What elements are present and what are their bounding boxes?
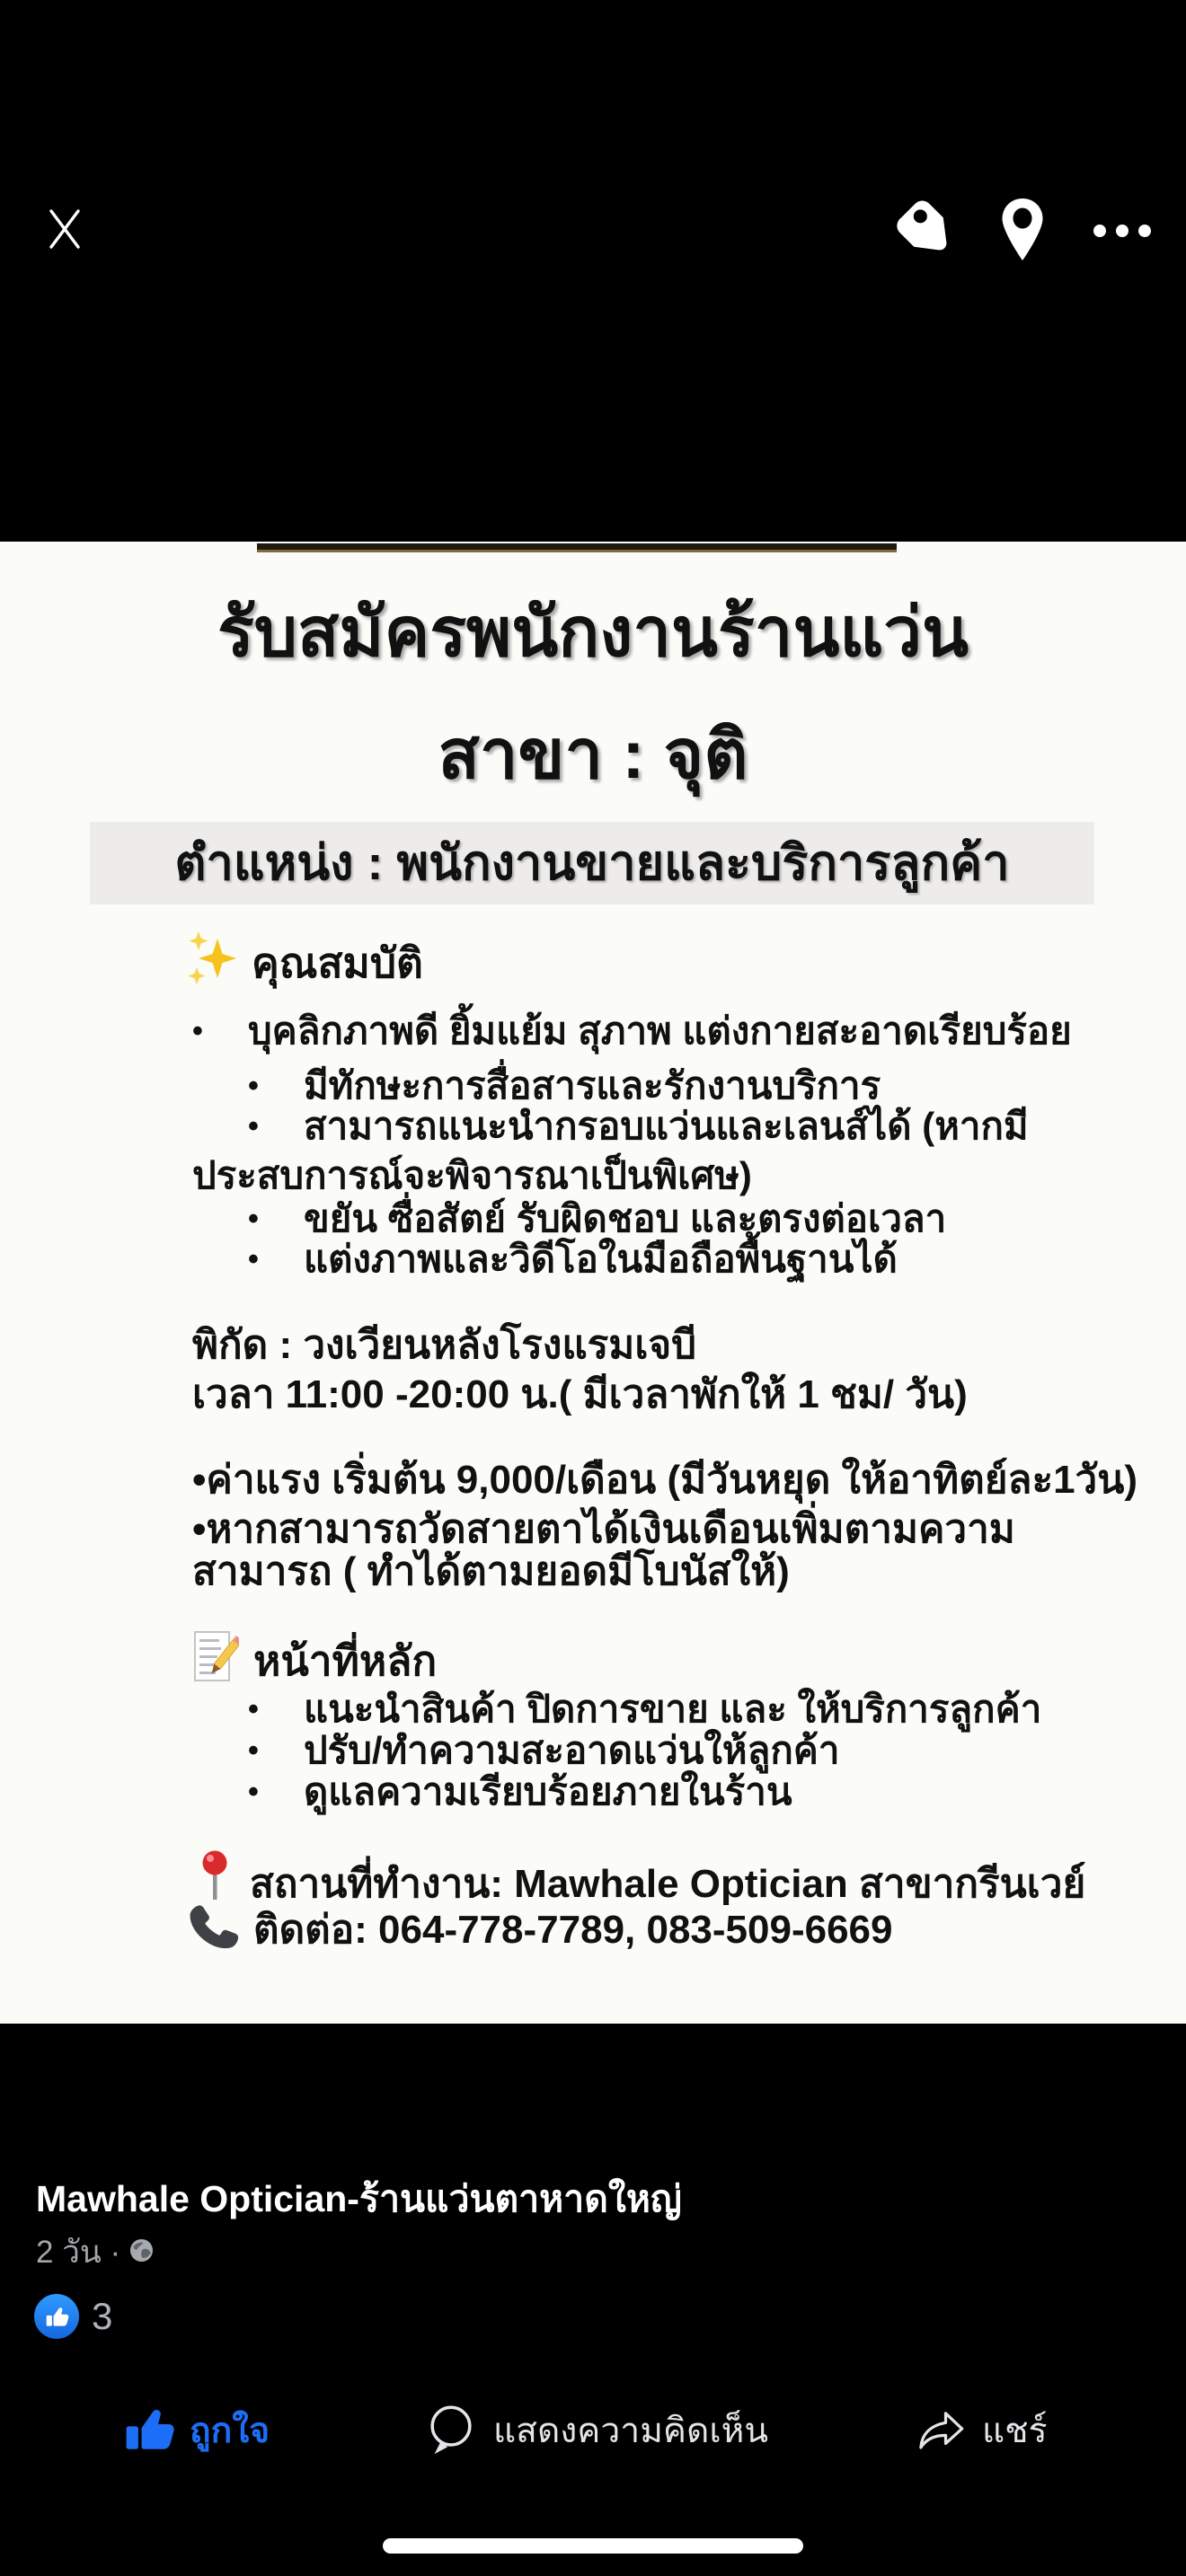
close-icon [44, 207, 85, 254]
poster-pay-line: •หากสามารถวัดสายตาได้เงินเดือนเพิ่มตามความ [192, 1507, 1015, 1551]
thumb-up-icon [45, 2305, 69, 2329]
tag-icon [890, 195, 960, 268]
reaction-summary[interactable] [34, 2294, 112, 2339]
poster-pay-line: สามารถ ( ทำได้ตามยอดมีโบนัสให้) [192, 1549, 790, 1593]
reaction-count: 3 [92, 2295, 113, 2337]
list-item: • มีทักษะการสื่อสารและรักงานบริการ [248, 1061, 881, 1111]
bullet: • [248, 1069, 259, 1103]
tag-button[interactable] [888, 192, 963, 269]
home-indicator [383, 2538, 803, 2554]
close-button[interactable] [36, 199, 93, 260]
list-item: • แต่งภาพและวิดีโอในมือถือพื้นฐานได้ [248, 1234, 898, 1284]
comment-bubble-icon [423, 2401, 479, 2461]
duties-heading-label: หน้าที่หลัก [253, 1637, 438, 1684]
list-item: ประสบการณ์จะพิจารณาเป็นพิเศษ) [192, 1154, 752, 1196]
location-button[interactable] [992, 192, 1053, 269]
bullet: • [248, 1775, 259, 1809]
list-item: • ขยัน ซื่อสัตย์ รับผิดชอบ และตรงต่อเวลา [248, 1194, 946, 1244]
globe-icon [129, 2235, 154, 2271]
timestamp: 2 วัน · [36, 2235, 121, 2270]
qualifications-heading-label: คุณสมบัติ [252, 940, 423, 986]
like-badge [34, 2294, 79, 2339]
workplace-text: สถานที่ทำงาน: Mawhale Optician สาขากรีนเวย์ [250, 1861, 1086, 1906]
poster-pay-line: •ค่าแรง เริ่มต้น 9,000/เดือน (มีวันหยุด ให้อาทิตย์ละ1วัน) [192, 1458, 1137, 1502]
bullet: • [248, 1109, 259, 1143]
telephone-icon [187, 1901, 243, 1959]
list-item: • ปรับ/ทำความสะอาดแว่นให้ลูกค้า [248, 1725, 839, 1776]
comment-label: แสดงความคิดเห็น [493, 2412, 769, 2450]
sparkles-icon [187, 930, 237, 997]
contact-line [187, 1898, 893, 1961]
post-meta [36, 2228, 154, 2277]
poster-branch: สาขา : จุติ [438, 717, 748, 793]
poster-title: รับสมัครพนักงานร้านแว่น [217, 595, 969, 671]
poster-position-banner [90, 822, 1094, 904]
bullet: • [248, 1242, 259, 1276]
page-name-link[interactable]: Mawhale Optician-ร้านแว่นตาหาดใหญ่ [36, 2178, 682, 2219]
share-button[interactable] [916, 2391, 1048, 2470]
location-pin-icon [996, 195, 1049, 268]
list-item: • แนะนำสินค้า ปิดการขาย และ ให้บริการลูกค้า [248, 1684, 1041, 1734]
ellipsis-icon [1092, 223, 1153, 242]
poster-top-strip [257, 543, 897, 552]
like-button[interactable] [123, 2391, 270, 2470]
share-label: แชร์ [982, 2412, 1048, 2450]
bullet: • [248, 1202, 259, 1236]
bullet: • [248, 1692, 259, 1726]
qualifications-heading [187, 930, 423, 997]
job-poster-image[interactable] [0, 542, 1186, 2024]
bullet: • [248, 1734, 259, 1768]
poster-location-line: พิกัด : วงเวียนหลังโรงแรมเจบี [192, 1323, 697, 1367]
comment-button[interactable] [423, 2391, 768, 2470]
share-arrow-icon [916, 2405, 968, 2457]
contact-text: ติดต่อ: 064-778-7789, 083-509-6669 [253, 1908, 893, 1952]
list-item: • บุคลิกภาพดี ยิ้มแย้ม สุภาพ แต่งกายสะอาดเรียบร้อย [192, 1006, 1072, 1056]
list-item: • สามารถแนะนำกรอบแว่นและเลนส์ได้ (หากมี [248, 1101, 1029, 1151]
bullet: • [192, 1014, 203, 1048]
memo-icon [192, 1629, 239, 1693]
thumb-up-icon [123, 2404, 175, 2458]
poster-position-text: ตำแหน่ง : พนักงานขายและบริการลูกค้า [174, 836, 1010, 890]
list-item: • ดูแลความเรียบร้อยภายในร้าน [248, 1767, 792, 1817]
more-options-button[interactable] [1089, 208, 1155, 255]
like-label: ถูกใจ [190, 2412, 270, 2450]
poster-hours-line: เวลา 11:00 -20:00 น.( มีเวลาพักให้ 1 ชม/ วัน) [192, 1372, 968, 1416]
